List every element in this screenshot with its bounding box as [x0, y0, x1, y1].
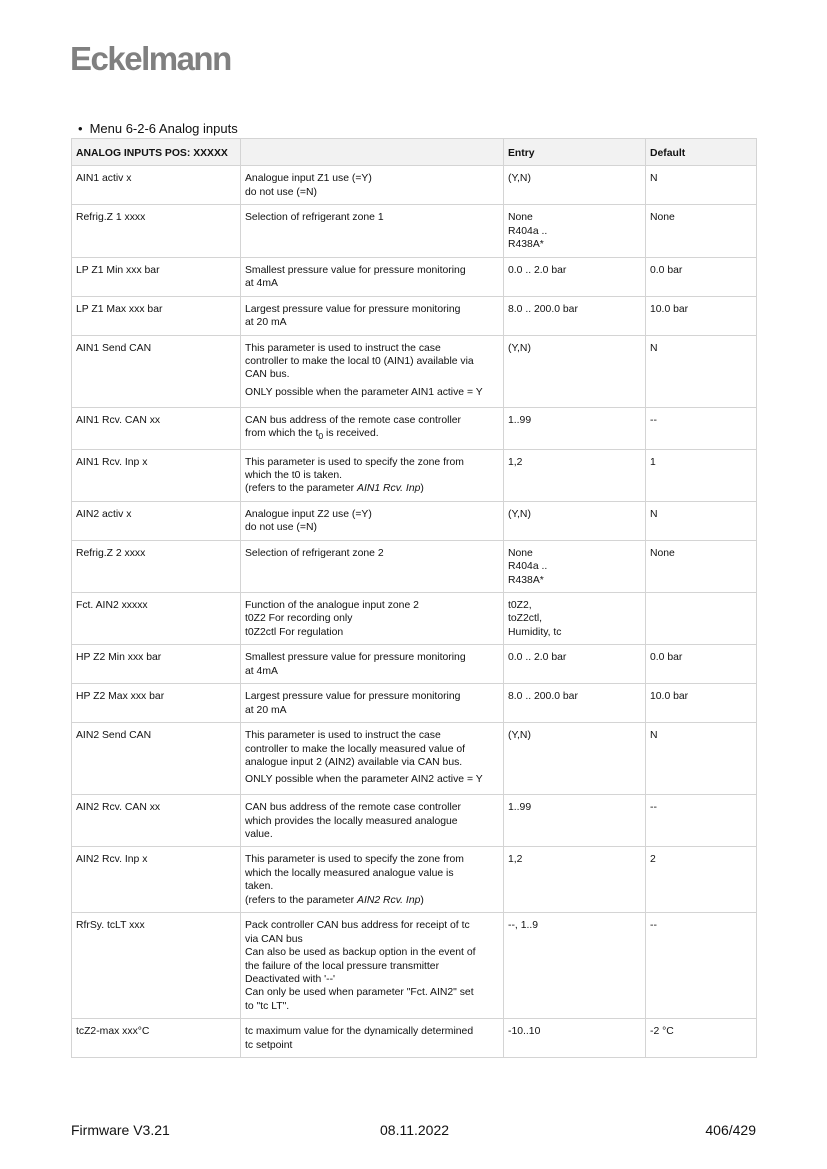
param-cell: tcZ2-max xxx°C [72, 1019, 241, 1058]
param-cell: AIN1 Rcv. CAN xx [72, 407, 241, 449]
table-row [72, 166, 757, 205]
analog-inputs-table [71, 138, 757, 1058]
footer-date: 08.11.2022 [380, 1122, 450, 1138]
description-cell [241, 645, 504, 684]
param-cell: Fct. AIN2 xxxxx [72, 592, 241, 644]
param-cell: AIN2 activ x [72, 501, 241, 540]
description-cell [241, 407, 504, 449]
bullet: • [78, 121, 83, 136]
entry-line: None [508, 212, 533, 224]
description-line: This parameter is used to specify the zone from [245, 456, 464, 468]
entry-line: (Y,N) [508, 508, 531, 520]
description-cell [241, 723, 504, 795]
default-cell: None [646, 205, 757, 257]
description-line: Selection of refrigerant zone 1 [245, 212, 384, 224]
description-line: CAN bus address of the remote case controller [245, 802, 461, 814]
description-line: Selection of refrigerant zone 2 [245, 547, 384, 559]
entry-line: t0Z2, [508, 599, 532, 611]
entry-cell [504, 449, 646, 501]
entry-cell [504, 795, 646, 847]
header-description [241, 139, 504, 166]
description-cell [241, 257, 504, 296]
table-row [72, 540, 757, 592]
table-row [72, 913, 757, 1019]
description-line: Largest pressure value for pressure monitoring [245, 691, 461, 703]
entry-line: (Y,N) [508, 342, 531, 354]
entry-line: 8.0 .. 200.0 bar [508, 303, 578, 315]
description-line: value. [245, 828, 273, 840]
description-cell [241, 540, 504, 592]
description-cell [241, 166, 504, 205]
entry-line: (Y,N) [508, 173, 531, 185]
default-cell: 10.0 bar [646, 296, 757, 335]
description-line: tc maximum value for the dynamically determined [245, 1026, 474, 1038]
description-line: at 4mA [245, 665, 278, 677]
default-cell: N [646, 335, 757, 407]
entry-line: 1,2 [508, 456, 523, 468]
table-row [72, 335, 757, 407]
entry-cell [504, 684, 646, 723]
entry-line: 8.0 .. 200.0 bar [508, 691, 578, 703]
description-line: the failure of the local pressure transmitter [245, 960, 440, 972]
description-cell [241, 684, 504, 723]
param-cell: LP Z1 Max xxx bar [72, 296, 241, 335]
description-line: taken. [245, 881, 274, 893]
param-cell: Refrig.Z 1 xxxx [72, 205, 241, 257]
description-line: Smallest pressure value for pressure monitoring [245, 652, 466, 664]
description-line: CAN bus address of the remote case controller [245, 414, 461, 426]
description-note: ONLY possible when the parameter AIN2 active = Y [245, 774, 483, 786]
entry-cell [504, 335, 646, 407]
description-line: Function of the analogue input zone 2 [245, 599, 419, 611]
default-cell: -- [646, 913, 757, 1019]
description-cell [241, 296, 504, 335]
description-cell [241, 449, 504, 501]
footer-firmware: Firmware V3.21 [71, 1122, 170, 1138]
entry-line: 1..99 [508, 414, 532, 426]
default-cell: None [646, 540, 757, 592]
description-line: from which the $t_0$ is received. [245, 428, 379, 442]
table-row [72, 449, 757, 501]
description-line: This parameter is used to specify the zone from [245, 854, 464, 866]
description-cell [241, 1019, 504, 1058]
header-default: Default [646, 139, 757, 166]
entry-line: 1..99 [508, 802, 532, 814]
description-cell [241, 592, 504, 644]
entry-line: Humidity, tc [508, 626, 562, 638]
description-line: Can only be used when parameter "Fct. AIN2" set [245, 987, 474, 999]
param-cell: AIN1 activ x [72, 166, 241, 205]
description-reference: (refers to the parameter AIN1 Rcv. Inp) [245, 483, 424, 495]
description-line: which the locally measured analogue value is [245, 867, 454, 879]
entry-cell [504, 296, 646, 335]
description-cell [241, 913, 504, 1019]
section-title: Menu 6-2-6 Analog inputs [89, 121, 238, 136]
description-line: which provides the locally measured analogue [245, 815, 458, 827]
description-line: This parameter is used to instruct the case [245, 342, 441, 354]
entry-cell [504, 166, 646, 205]
description-line: analogue input 2 (AIN2) available via CAN bus. [245, 756, 463, 768]
description-line: CAN bus. [245, 369, 290, 381]
table-row [72, 407, 757, 449]
entry-line: --, 1..9 [508, 920, 539, 932]
default-cell: 0.0 bar [646, 645, 757, 684]
table-row [72, 501, 757, 540]
parameter-reference: AIN2 Rcv. Inp [357, 894, 421, 906]
entry-line: 0.0 .. 2.0 bar [508, 264, 567, 276]
table-row [72, 847, 757, 913]
param-cell: LP Z1 Min xxx bar [72, 257, 241, 296]
entry-cell [504, 540, 646, 592]
footer-page-number: 406/429 [705, 1122, 756, 1138]
parameter-reference: AIN1 Rcv. Inp [357, 483, 421, 495]
entry-line: 1,2 [508, 854, 523, 866]
entry-line: R438A* [508, 239, 544, 251]
table-row [72, 296, 757, 335]
entry-cell [504, 723, 646, 795]
default-cell: -2 °C [646, 1019, 757, 1058]
description-line: Pack controller CAN bus address for receipt of tc [245, 920, 470, 932]
description-line: do not use (=N) [245, 522, 317, 534]
description-line: Analogue input Z1 use (=Y) [245, 173, 372, 185]
description-reference: (refers to the parameter AIN2 Rcv. Inp) [245, 894, 424, 906]
description-cell [241, 501, 504, 540]
entry-cell [504, 847, 646, 913]
param-cell: AIN1 Rcv. Inp x [72, 449, 241, 501]
param-cell: AIN1 Send CAN [72, 335, 241, 407]
description-line: t0Z2ctl For regulation [245, 626, 344, 638]
subscript: 0 [318, 431, 324, 442]
entry-line: -10..10 [508, 1026, 541, 1038]
entry-line: toZ2ctl, [508, 613, 543, 625]
default-cell: N [646, 501, 757, 540]
table-row [72, 1019, 757, 1058]
default-cell: N [646, 723, 757, 795]
entry-cell [504, 501, 646, 540]
section-heading [78, 121, 238, 136]
entry-cell [504, 205, 646, 257]
description-line: at 20 mA [245, 704, 287, 716]
description-line: Analogue input Z2 use (=Y) [245, 508, 372, 520]
description-cell [241, 335, 504, 407]
description-cell [241, 847, 504, 913]
description-line: controller to make the locally measured value of [245, 743, 466, 755]
description-line: tc setpoint [245, 1039, 293, 1051]
param-cell: AIN2 Send CAN [72, 723, 241, 795]
description-line: This parameter is used to instruct the case [245, 730, 441, 742]
description-line: which the t0 is taken. [245, 469, 343, 481]
param-cell: HP Z2 Min xxx bar [72, 645, 241, 684]
param-cell: AIN2 Rcv. CAN xx [72, 795, 241, 847]
description-line: t0Z2 For recording only [245, 613, 353, 625]
entry-cell [504, 1019, 646, 1058]
param-cell: RfrSy. tcLT xxx [72, 913, 241, 1019]
entry-cell [504, 913, 646, 1019]
table-row [72, 257, 757, 296]
header-param: ANALOG INPUTS POS: XXXXX [72, 139, 241, 166]
entry-line: R438A* [508, 574, 544, 586]
entry-cell [504, 645, 646, 684]
eckelmann-logo: Eckelmann [70, 40, 231, 77]
description-line: at 20 mA [245, 317, 287, 329]
entry-cell [504, 592, 646, 644]
entry-line: R404a .. [508, 561, 548, 573]
default-cell: 1 [646, 449, 757, 501]
entry-line: 0.0 .. 2.0 bar [508, 652, 567, 664]
description-line: Can also be used as backup option in the event of [245, 947, 476, 959]
description-line: controller to make the local t0 (AIN1) available via [245, 356, 474, 368]
param-cell: AIN2 Rcv. Inp x [72, 847, 241, 913]
table-header-row [72, 139, 757, 166]
description-line: Deactivated with '--' [245, 974, 336, 986]
header-entry: Entry [504, 139, 646, 166]
description-line: Largest pressure value for pressure monitoring [245, 303, 461, 315]
description-line: Smallest pressure value for pressure monitoring [245, 264, 466, 276]
description-cell [241, 205, 504, 257]
description-line: via CAN bus [245, 933, 303, 945]
default-cell: N [646, 166, 757, 205]
entry-line: R404a .. [508, 225, 548, 237]
entry-cell [504, 407, 646, 449]
entry-line: (Y,N) [508, 730, 531, 742]
entry-cell [504, 257, 646, 296]
table-row [72, 684, 757, 723]
table-row [72, 645, 757, 684]
table-row [72, 723, 757, 795]
default-cell: -- [646, 795, 757, 847]
description-cell [241, 795, 504, 847]
description-line: at 4mA [245, 278, 278, 290]
default-cell: 0.0 bar [646, 257, 757, 296]
description-line: to "tc LT". [245, 1000, 290, 1012]
default-cell: 2 [646, 847, 757, 913]
table-row [72, 592, 757, 644]
default-cell: 10.0 bar [646, 684, 757, 723]
table-row [72, 795, 757, 847]
table-row [72, 205, 757, 257]
entry-line: None [508, 547, 533, 559]
param-cell: HP Z2 Max xxx bar [72, 684, 241, 723]
description-line: do not use (=N) [245, 186, 317, 198]
param-cell: Refrig.Z 2 xxxx [72, 540, 241, 592]
default-cell [646, 592, 757, 644]
description-note: ONLY possible when the parameter AIN1 active = Y [245, 386, 483, 398]
default-cell: -- [646, 407, 757, 449]
table-body [72, 166, 757, 1058]
